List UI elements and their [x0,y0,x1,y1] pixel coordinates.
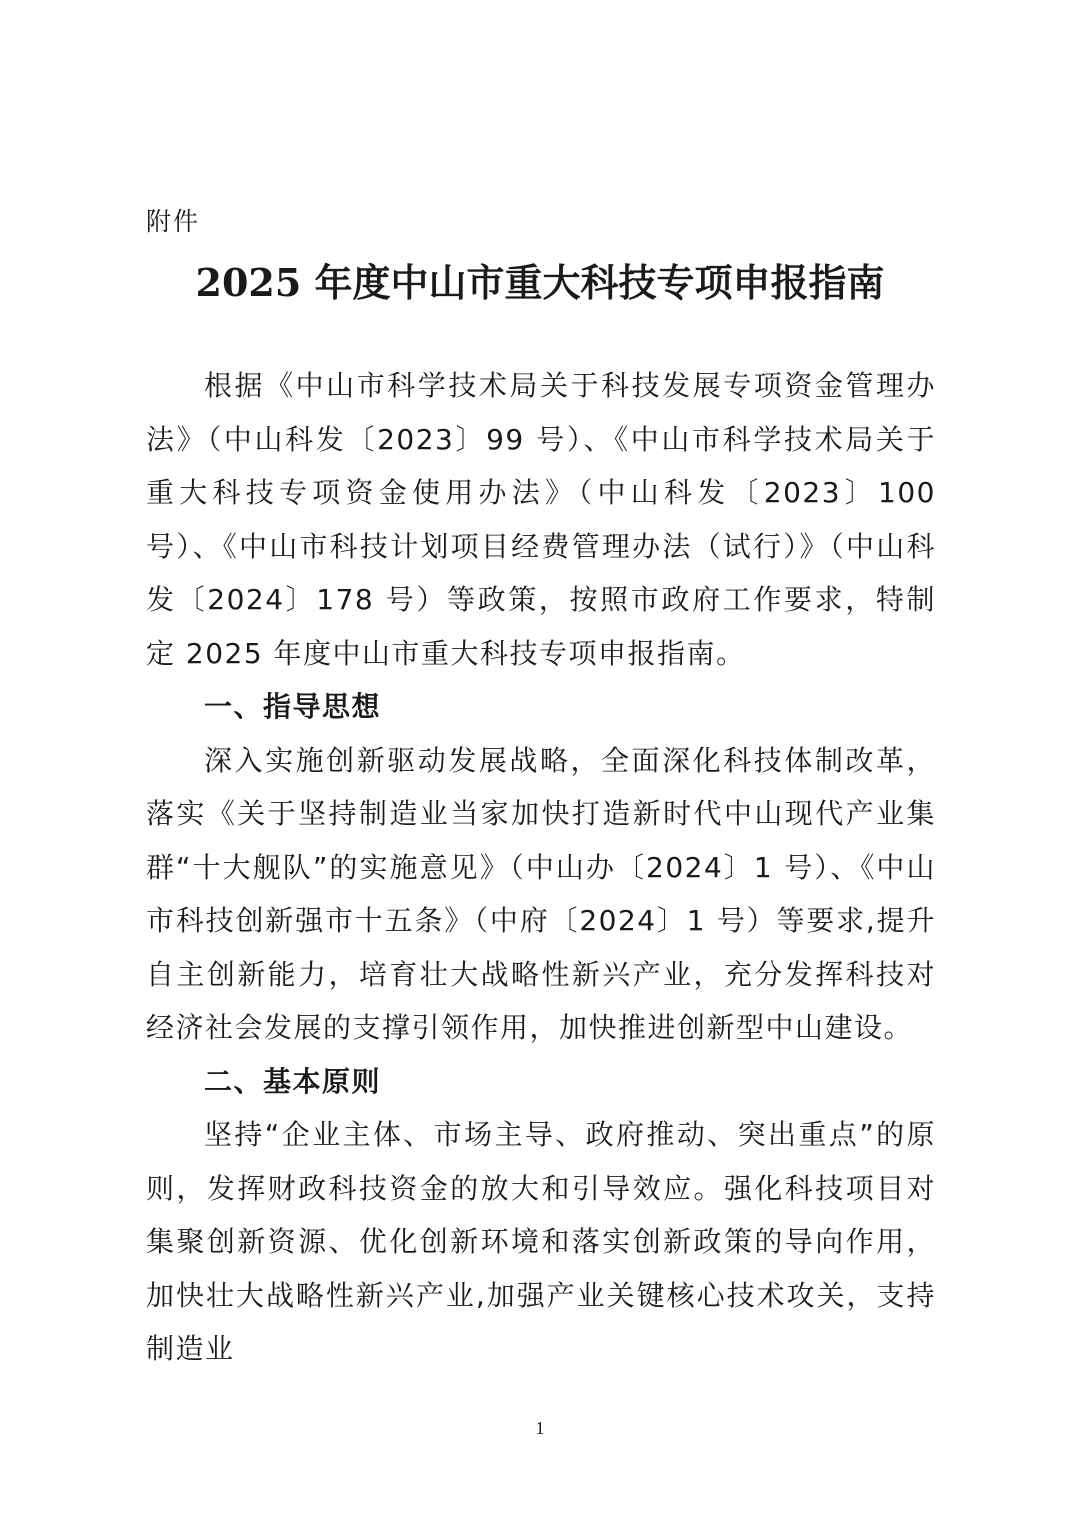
page-title: 2025 年度中山市重大科技专项申报指南 [195,260,885,305]
section-heading-basic-principles: 二、基本原则 [204,1064,382,1098]
attachment-label: 附件 [146,207,201,236]
document-body [146,359,936,1376]
section-paragraph-basic-principles: 坚持“企业主体、市场主导、政府推动、突出重点”的原则，发挥财政科技资金的放大和引导效应。强化科技项目对集聚创新资源、优化创新环境和落实创新政策的导向作用，加快壮大战略性新兴产业,加强产业关键核心技术攻关，支持制造业 [146,1118,936,1365]
page-number: 1 [535,1418,545,1438]
section-paragraph-guiding-ideology: 深入实施创新驱动发展战略，全面深化科技体制改革，落实《关于坚持制造业当家加快打造新时代中山现代产业集群“十大舰队”的实施意见》（中山办〔2024〕1 号）、《中山市科技创新强市十五条》（中府〔2024〕1 号）等要求,提升自主创新能力，培育壮大战略性新兴产业，充分发挥科技对经济社会发展的支撑引领作用，加快推进创新型中山建设。 [146,743,936,1044]
section-heading-guiding-ideology: 一、指导思想 [204,690,382,723]
intro-paragraph: 根据《中山市科学技术局关于科技发展专项资金管理办法》（中山科发〔2023〕99 号）、《中山市科学技术局关于重大科技专项资金使用办法》（中山科发〔2023〕100 号）、《中山市科技计划项目经费管理办法（试行）》（中山科发〔2024〕178 号）等政策，按照市政府工作要求，特制定 2025 年度中山市重大科技专项申报指南。 [146,369,936,670]
